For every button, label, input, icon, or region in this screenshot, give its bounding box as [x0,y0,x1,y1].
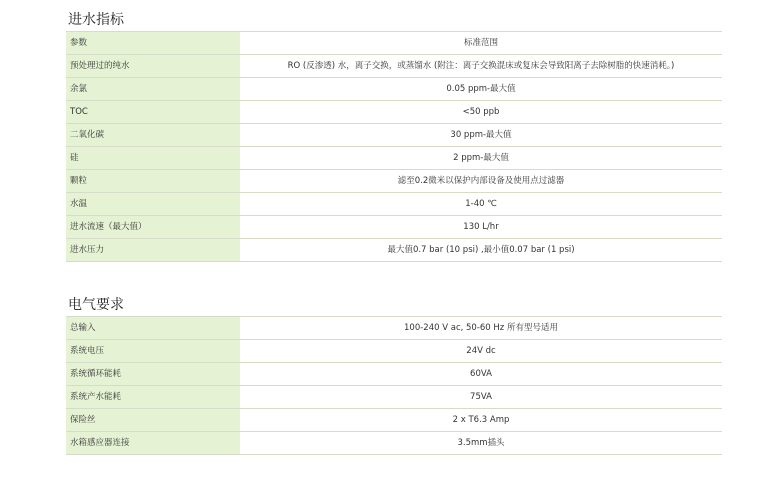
water-spec-title: 进水指标 [68,12,124,28]
row-label: 进水流速（最大值） [66,216,240,239]
table-row [66,170,722,193]
water-spec-section [66,10,722,262]
table-row [66,239,722,262]
row-value: 100-240 V ac, 50-60 Hz 所有型号适用 [240,317,722,340]
table-row [66,432,722,455]
table-row [66,32,722,55]
row-value: 30 ppm-最大值 [240,124,722,147]
row-value: 最大值0.7 bar (10 psi) ,最小值0.07 bar (1 psi) [240,239,722,262]
row-label: 二氧化碳 [66,124,240,147]
row-value: 滤至0.2微米以保护内部设备及使用点过滤器 [240,170,722,193]
row-label: 预处理过的纯水 [66,55,240,78]
electrical-spec-section [66,295,722,455]
row-value: RO (反渗透) 水，离子交换，或蒸馏水 (附注：离子交换混床或复床会导致阳离子去除树脂的快速消耗。) [240,55,722,78]
table-row [66,386,722,409]
row-label: 进水压力 [66,239,240,262]
electrical-spec-title: 电气要求 [68,297,124,313]
table-row [66,55,722,78]
row-label: 颗粒 [66,170,240,193]
row-value: 130 L/hr [240,216,722,239]
row-label: TOC [66,101,240,124]
row-label: 系统循环能耗 [66,363,240,386]
row-label: 硅 [66,147,240,170]
row-value: 标准范围 [240,32,722,55]
table-row [66,193,722,216]
row-label: 水温 [66,193,240,216]
row-value: <50 ppb [240,101,722,124]
row-value: 0.05 ppm-最大值 [240,78,722,101]
row-label: 保险丝 [66,409,240,432]
table-row [66,409,722,432]
row-label: 系统产水能耗 [66,386,240,409]
electrical-spec-table [66,316,722,455]
row-value: 75VA [240,386,722,409]
row-value: 2 ppm-最大值 [240,147,722,170]
table-row [66,78,722,101]
table-row [66,216,722,239]
table-row [66,317,722,340]
row-value: 24V dc [240,340,722,363]
table-row [66,124,722,147]
table-row [66,147,722,170]
row-label: 水箱感应器连接 [66,432,240,455]
row-value: 60VA [240,363,722,386]
table-row [66,340,722,363]
water-spec-table [66,31,722,262]
row-value: 2 x T6.3 Amp [240,409,722,432]
row-value: 3.5mm插头 [240,432,722,455]
row-label: 参数 [66,32,240,55]
table-row [66,101,722,124]
table-row [66,363,722,386]
row-label: 系统电压 [66,340,240,363]
row-value: 1-40 ℃ [240,193,722,216]
row-label: 总输入 [66,317,240,340]
row-label: 余氯 [66,78,240,101]
